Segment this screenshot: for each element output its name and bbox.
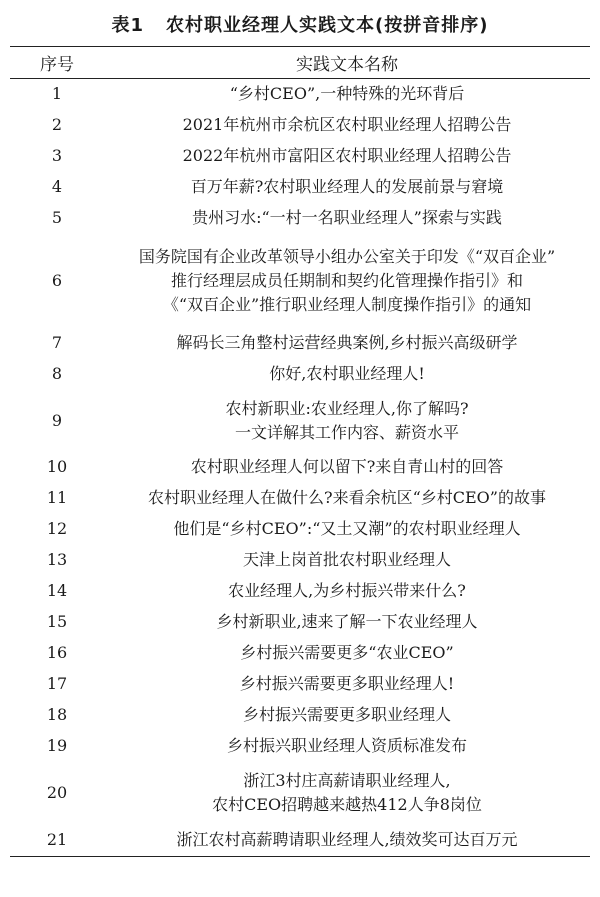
row-text-line: 推行经理层成员任期制和契约化管理操作指引》和 — [170, 270, 523, 290]
table-row — [10, 141, 590, 172]
row-text-line: 浙江农村高薪聘请职业经理人,绩效奖可达百万元 — [176, 829, 518, 849]
row-text-line: 他们是“乡村CEO”:“又土又潮”的农村职业经理人 — [173, 519, 521, 538]
row-serial-number: 13 — [46, 550, 68, 569]
row-text-line: 农村职业经理人何以留下?来自青山村的回答 — [190, 457, 504, 476]
table-row — [10, 110, 590, 141]
row-text-name — [104, 638, 590, 669]
row-serial-number: 18 — [46, 705, 68, 724]
row-serial-number: 11 — [46, 488, 68, 507]
row-text-line: 乡村振兴需要更多“农业CEO” — [240, 643, 454, 662]
table-row — [10, 234, 590, 328]
row-text-name — [104, 390, 590, 452]
table-caption — [0, 4, 600, 44]
row-text-line: 《“双百企业”推行职业经理人制度操作指引》的通知 — [162, 294, 532, 314]
row-text-name — [104, 700, 590, 731]
table-row — [10, 514, 590, 545]
row-text-name — [104, 607, 590, 638]
row-text-name — [104, 141, 590, 172]
row-serial-number: 12 — [46, 519, 68, 538]
table-row — [10, 824, 590, 857]
table-row — [10, 638, 590, 669]
row-serial-number: 2 — [51, 115, 63, 134]
table-row — [10, 172, 590, 203]
row-serial-number: 15 — [46, 612, 68, 631]
table-body — [10, 79, 590, 857]
row-serial-number: 14 — [46, 581, 68, 600]
header-serial-number: 序号 — [10, 47, 104, 79]
row-text-line: 农村职业经理人在做什么?来看余杭区“乡村CEO”的故事 — [148, 488, 546, 507]
practice-text-table — [10, 46, 590, 857]
table-row — [10, 700, 590, 731]
table-row — [10, 483, 590, 514]
row-text-line: 解码长三角整村运营经典案例,乡村振兴高级研学 — [176, 333, 518, 352]
row-text-name — [104, 824, 590, 857]
row-serial-number: 10 — [46, 457, 68, 476]
row-text-line: 乡村新职业,速来了解一下农业经理人 — [216, 612, 478, 631]
row-text-line: 2021年杭州市余杭区农村职业经理人招聘公告 — [182, 115, 512, 134]
row-serial-number: 4 — [51, 177, 63, 196]
table-row — [10, 79, 590, 110]
table-row — [10, 731, 590, 762]
table-row — [10, 576, 590, 607]
row-text-name — [104, 79, 590, 110]
row-text-name — [104, 545, 590, 576]
row-text-line: 2022年杭州市富阳区农村职业经理人招聘公告 — [182, 146, 512, 165]
row-serial-number: 21 — [10, 824, 104, 857]
table-row — [10, 607, 590, 638]
row-serial-number: 20 — [46, 782, 68, 802]
row-serial-number: 17 — [46, 674, 68, 693]
table-row — [10, 669, 590, 700]
table-row — [10, 359, 590, 390]
row-serial-number: 16 — [46, 643, 68, 662]
table-row — [10, 390, 590, 452]
row-text-line: 乡村振兴职业经理人资质标准发布 — [226, 736, 467, 755]
row-text-line: 一文详解其工作内容、薪资水平 — [234, 422, 459, 442]
row-serial-number: 7 — [51, 333, 63, 352]
header-text-name: 实践文本名称 — [104, 47, 590, 79]
row-text-name — [104, 110, 590, 141]
row-text-name — [104, 234, 590, 328]
row-text-line: 百万年薪?农村职业经理人的发展前景与窘境 — [190, 177, 504, 196]
row-serial-number: 1 — [51, 84, 63, 104]
row-text-line: “乡村CEO”,一种特殊的光环背后 — [229, 84, 465, 104]
row-serial-number: 8 — [51, 364, 63, 383]
row-text-line: 天津上岗首批农村职业经理人 — [242, 550, 451, 569]
table-number: 表1 — [111, 15, 145, 36]
row-text-name — [104, 669, 590, 700]
row-serial-number: 19 — [46, 736, 68, 755]
row-text-name — [104, 731, 590, 762]
row-text-name — [104, 514, 590, 545]
row-serial-number: 5 — [51, 208, 63, 227]
row-serial-number: 9 — [51, 410, 63, 430]
table-row — [10, 203, 590, 234]
row-text-line: 贵州习水:“一村一名职业经理人”探索与实践 — [192, 208, 502, 227]
row-text-name — [104, 172, 590, 203]
table-title: 农村职业经理人实践文本(按拼音排序) — [166, 15, 489, 36]
row-text-line: 农村新职业:农业经理人,你了解吗? — [225, 398, 469, 418]
table-header-row — [10, 47, 590, 79]
row-text-name — [104, 762, 590, 824]
row-text-line: 浙江3村庄高薪请职业经理人, — [243, 770, 451, 790]
row-text-name — [104, 483, 590, 514]
row-text-name — [104, 452, 590, 483]
row-text-line: 乡村振兴需要更多职业经理人! — [239, 674, 455, 693]
row-text-name — [104, 328, 590, 359]
row-text-line: 农业经理人,为乡村振兴带来什么? — [228, 581, 466, 600]
row-serial-number: 6 — [51, 270, 63, 290]
row-text-line: 国务院国有企业改革领导小组办公室关于印发《“双百企业” — [138, 246, 556, 266]
row-text-name — [104, 576, 590, 607]
row-text-name — [104, 359, 590, 390]
table-row — [10, 452, 590, 483]
row-text-line: 乡村振兴需要更多职业经理人 — [242, 705, 451, 724]
table-row — [10, 762, 590, 824]
row-serial-number: 3 — [51, 146, 63, 165]
table-row — [10, 328, 590, 359]
row-text-line: 农村CEO招聘越来越热412人争8岗位 — [212, 794, 482, 814]
row-text-name — [104, 203, 590, 234]
table-row — [10, 545, 590, 576]
row-text-line: 你好,农村职业经理人! — [269, 364, 425, 383]
